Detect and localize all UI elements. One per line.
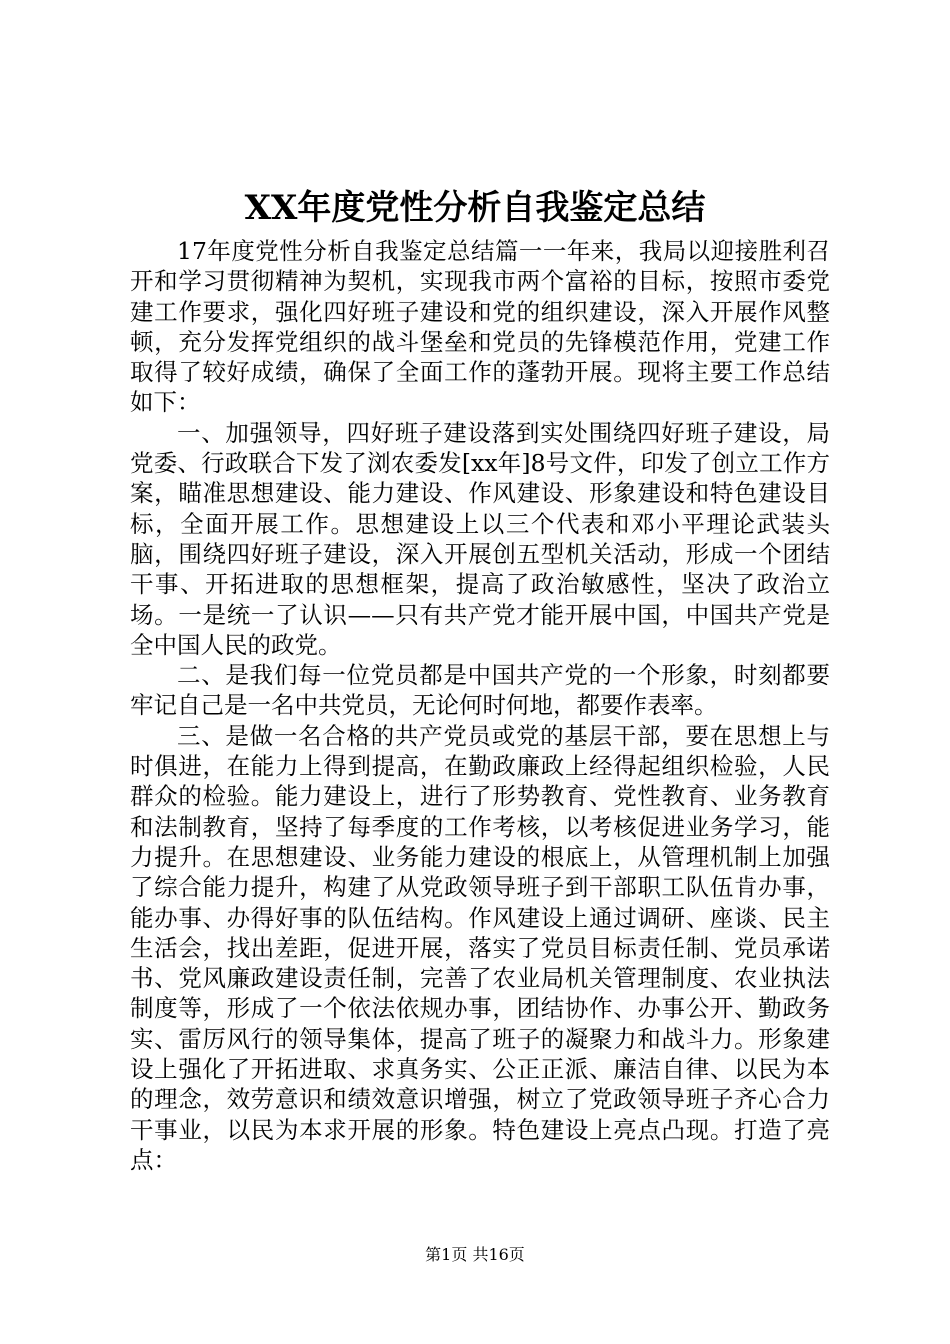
paragraph-section-two: 二、是我们每一位党员都是中国共产党的一个形象，时刻都要牢记自己是一名中共党员，无论何时何地，都要作表率。 bbox=[130, 661, 830, 720]
document-title: XX年度党性分析自我鉴定总结 bbox=[244, 188, 706, 228]
page-number-footer: 第1页 共16页 bbox=[425, 1245, 525, 1264]
paragraph-section-three: 三、是做一名合格的共产党员或党的基层干部，要在思想上与时俱进，在能力上得到提高，在勤政廉政上经得起组织检验，人民群众的检验。能力建设上，进行了形势教育、党性教育、业务教育和法制教育，坚持了每季度的工作考核，以考核促进业务学习，能力提升。在思想建设、业务能力建设的根底上，从管理机制上加强了综合能力提升，构建了从党政领导班子到干部职工队伍肯办事，能办事、办得好事的队伍结构。作风建设上通过调研、座谈、民主生活会，找出差距，促进开展，落实了党员目标责任制、党员承诺书、党风廉政建设责任制，完善了农业局机关管理制度、农业执法制度等，形成了一个依法依规办事，团结协作、办事公开、勤政务实、雷厉风行的领导集体，提高了班子的凝聚力和战斗力。形象建设上强化了开拓进取、求真务实、公正正派、廉洁自律、以民为本的理念，效劳意识和绩效意识增强，树立了党政领导班子齐心合力干事业，以民为本求开展的形象。特色建设上亮点凸现。打造了亮点： bbox=[130, 721, 830, 1174]
paragraph-intro: 17年度党性分析自我鉴定总结篇一一年来，我局以迎接胜利召开和学习贯彻精神为契机，实现我市两个富裕的目标，按照市委党建工作要求，强化四好班子建设和党的组织建设，深入开展作风整顿，充分发挥党组织的战斗堡垒和党员的先锋模范作用，党建工作取得了较好成绩，确保了全面工作的蓬勃开展。现将主要工作总结如下： bbox=[130, 237, 830, 417]
paragraph-section-one: 一、加强领导，四好班子建设落到实处围绕四好班子建设，局党委、行政联合下发了浏农委发[xx年]8号文件，印发了创立工作方案，瞄准思想建设、能力建设、作风建设、形象建设和特色建设目标，全面开展工作。思想建设上以三个代表和邓小平理论武装头脑，围绕四好班子建设，深入开展创五型机关活动，形成一个团结干事、开拓进取的思想框架，提高了政治敏感性，坚决了政治立场。一是统一了认识——只有共产党才能开展中国，中国共产党是全中国人民的政党。 bbox=[130, 418, 830, 659]
document-body bbox=[130, 236, 830, 1175]
